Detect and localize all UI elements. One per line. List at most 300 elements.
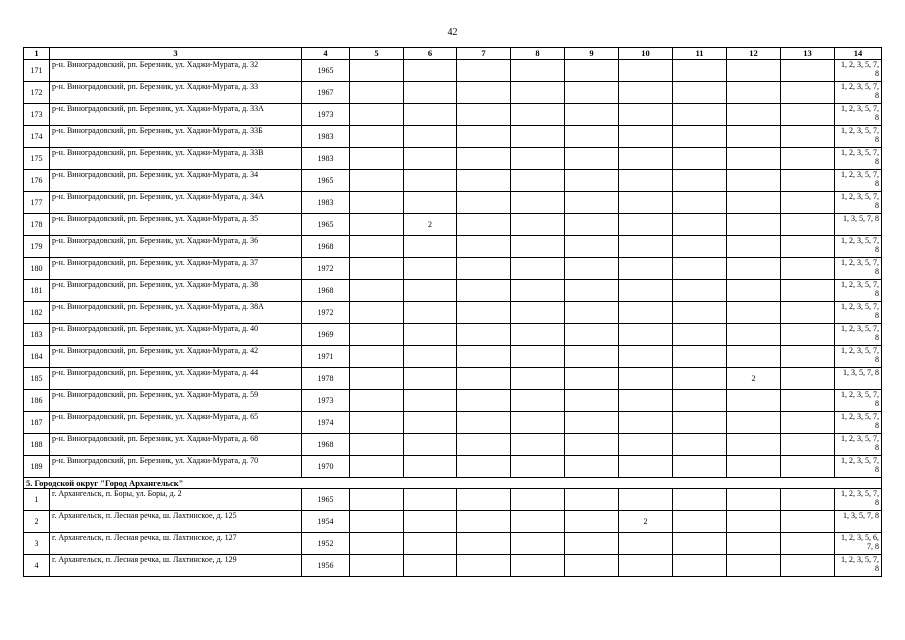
address-cell: р-н. Виноградовский, рп. Березник, ул. Хаджи-Мурата, д. 34А — [50, 192, 302, 214]
col14-cell: 1, 2, 3, 5, 7, 8 — [835, 555, 882, 577]
row-number: 2 — [24, 511, 50, 533]
col9-cell — [565, 126, 619, 148]
col12-cell — [727, 104, 781, 126]
col8-cell — [511, 60, 565, 82]
col9-cell — [565, 214, 619, 236]
col6-cell — [404, 126, 457, 148]
col9-cell — [565, 434, 619, 456]
col8-cell — [511, 148, 565, 170]
row-number: 177 — [24, 192, 50, 214]
year-cell: 1970 — [302, 456, 350, 478]
column-header: 1 — [24, 48, 50, 60]
col7-cell — [457, 280, 511, 302]
col6-cell — [404, 236, 457, 258]
table-row — [24, 489, 882, 511]
address-cell: р-н. Виноградовский, рп. Березник, ул. Хаджи-Мурата, д. 70 — [50, 456, 302, 478]
row-number: 1 — [24, 489, 50, 511]
row-number: 4 — [24, 555, 50, 577]
col13-cell — [781, 346, 835, 368]
col5-cell — [350, 104, 404, 126]
col7-cell — [457, 324, 511, 346]
col6-cell — [404, 390, 457, 412]
col13-cell — [781, 82, 835, 104]
table-row — [24, 346, 882, 368]
col12-cell — [727, 170, 781, 192]
column-header: 11 — [673, 48, 727, 60]
col13-cell — [781, 489, 835, 511]
year-cell: 1973 — [302, 104, 350, 126]
year-cell: 1965 — [302, 170, 350, 192]
col14-cell: 1, 2, 3, 5, 7, 8 — [835, 324, 882, 346]
table-row — [24, 192, 882, 214]
year-cell: 1967 — [302, 82, 350, 104]
col14-cell: 1, 2, 3, 5, 7, 8 — [835, 346, 882, 368]
col11-cell — [673, 82, 727, 104]
col7-cell — [457, 456, 511, 478]
col10-cell — [619, 170, 673, 192]
year-cell: 1965 — [302, 60, 350, 82]
col14-cell: 1, 2, 3, 5, 7, 8 — [835, 489, 882, 511]
col8-cell — [511, 302, 565, 324]
year-cell: 1973 — [302, 390, 350, 412]
col7-cell — [457, 390, 511, 412]
col10-cell — [619, 412, 673, 434]
col5-cell — [350, 511, 404, 533]
col10-cell — [619, 126, 673, 148]
column-header: 13 — [781, 48, 835, 60]
col12-cell — [727, 258, 781, 280]
row-number: 184 — [24, 346, 50, 368]
col10-cell — [619, 324, 673, 346]
col12-cell — [727, 489, 781, 511]
col6-cell — [404, 368, 457, 390]
col11-cell — [673, 170, 727, 192]
col8-cell — [511, 412, 565, 434]
table-row — [24, 214, 882, 236]
col13-cell — [781, 368, 835, 390]
col9-cell — [565, 236, 619, 258]
col14-cell: 1, 3, 5, 7, 8 — [835, 368, 882, 390]
col8-cell — [511, 456, 565, 478]
col9-cell — [565, 170, 619, 192]
year-cell: 1972 — [302, 258, 350, 280]
col5-cell — [350, 489, 404, 511]
col12-cell — [727, 456, 781, 478]
row-number: 182 — [24, 302, 50, 324]
col11-cell — [673, 280, 727, 302]
table-row — [24, 533, 882, 555]
row-number: 187 — [24, 412, 50, 434]
column-header: 12 — [727, 48, 781, 60]
col13-cell — [781, 60, 835, 82]
col13-cell — [781, 104, 835, 126]
col8-cell — [511, 258, 565, 280]
col8-cell — [511, 489, 565, 511]
table-row — [24, 368, 882, 390]
col8-cell — [511, 434, 565, 456]
col5-cell — [350, 434, 404, 456]
address-cell: р-н. Виноградовский, рп. Березник, ул. Хаджи-Мурата, д. 42 — [50, 346, 302, 368]
col10-cell: 2 — [619, 511, 673, 533]
table-row — [24, 555, 882, 577]
col11-cell — [673, 434, 727, 456]
col12-cell — [727, 533, 781, 555]
col14-cell: 1, 3, 5, 7, 8 — [835, 214, 882, 236]
row-number: 179 — [24, 236, 50, 258]
year-cell: 1968 — [302, 280, 350, 302]
col7-cell — [457, 302, 511, 324]
section-title: 5. Городской округ "Город Архангельск" — [24, 478, 882, 489]
col10-cell — [619, 104, 673, 126]
col6-cell — [404, 302, 457, 324]
col5-cell — [350, 412, 404, 434]
col12-cell — [727, 302, 781, 324]
address-cell: р-н. Виноградовский, рп. Березник, ул. Хаджи-Мурата, д. 33А — [50, 104, 302, 126]
col6-cell — [404, 489, 457, 511]
col6-cell — [404, 456, 457, 478]
column-header: 6 — [404, 48, 457, 60]
col9-cell — [565, 324, 619, 346]
col11-cell — [673, 302, 727, 324]
address-cell: г. Архангельск, п. Лесная речка, ш. Лахтинское, д. 125 — [50, 511, 302, 533]
column-header: 5 — [350, 48, 404, 60]
col12-cell — [727, 434, 781, 456]
row-number: 189 — [24, 456, 50, 478]
col7-cell — [457, 82, 511, 104]
col8-cell — [511, 280, 565, 302]
col11-cell — [673, 533, 727, 555]
column-header: 3 — [50, 48, 302, 60]
row-number: 3 — [24, 533, 50, 555]
col5-cell — [350, 280, 404, 302]
address-cell: р-н. Виноградовский, рп. Березник, ул. Хаджи-Мурата, д. 33Б — [50, 126, 302, 148]
col13-cell — [781, 214, 835, 236]
col6-cell — [404, 148, 457, 170]
col8-cell — [511, 126, 565, 148]
col10-cell — [619, 533, 673, 555]
year-cell: 1978 — [302, 368, 350, 390]
col5-cell — [350, 236, 404, 258]
row-number: 173 — [24, 104, 50, 126]
col10-cell — [619, 148, 673, 170]
row-number: 180 — [24, 258, 50, 280]
col13-cell — [781, 148, 835, 170]
col10-cell — [619, 456, 673, 478]
col5-cell — [350, 302, 404, 324]
row-number: 172 — [24, 82, 50, 104]
row-number: 181 — [24, 280, 50, 302]
col11-cell — [673, 346, 727, 368]
col7-cell — [457, 489, 511, 511]
col7-cell — [457, 555, 511, 577]
col8-cell — [511, 533, 565, 555]
col6-cell — [404, 170, 457, 192]
col10-cell — [619, 60, 673, 82]
col6-cell — [404, 82, 457, 104]
col12-cell — [727, 192, 781, 214]
col9-cell — [565, 82, 619, 104]
col6-cell — [404, 511, 457, 533]
address-cell: р-н. Виноградовский, рп. Березник, ул. Хаджи-Мурата, д. 35 — [50, 214, 302, 236]
col10-cell — [619, 192, 673, 214]
col9-cell — [565, 192, 619, 214]
col6-cell — [404, 280, 457, 302]
col7-cell — [457, 170, 511, 192]
col9-cell — [565, 258, 619, 280]
col9-cell — [565, 456, 619, 478]
col14-cell: 1, 2, 3, 5, 7, 8 — [835, 280, 882, 302]
table-row — [24, 511, 882, 533]
col10-cell — [619, 368, 673, 390]
col14-cell: 1, 2, 3, 5, 7, 8 — [835, 104, 882, 126]
address-cell: р-н. Виноградовский, рп. Березник, ул. Хаджи-Мурата, д. 32 — [50, 60, 302, 82]
col12-cell — [727, 236, 781, 258]
col13-cell — [781, 192, 835, 214]
col8-cell — [511, 192, 565, 214]
col12-cell — [727, 390, 781, 412]
col8-cell — [511, 236, 565, 258]
col7-cell — [457, 511, 511, 533]
col8-cell — [511, 511, 565, 533]
col13-cell — [781, 555, 835, 577]
col5-cell — [350, 214, 404, 236]
table-row — [24, 126, 882, 148]
col11-cell — [673, 148, 727, 170]
col12-cell — [727, 412, 781, 434]
col12-cell — [727, 346, 781, 368]
col14-cell: 1, 3, 5, 7, 8 — [835, 511, 882, 533]
col14-cell: 1, 2, 3, 5, 7, 8 — [835, 456, 882, 478]
col7-cell — [457, 346, 511, 368]
col6-cell — [404, 434, 457, 456]
year-cell: 1956 — [302, 555, 350, 577]
col9-cell — [565, 511, 619, 533]
col6-cell: 2 — [404, 214, 457, 236]
col9-cell — [565, 148, 619, 170]
address-cell: р-н. Виноградовский, рп. Березник, ул. Хаджи-Мурата, д. 36 — [50, 236, 302, 258]
col5-cell — [350, 258, 404, 280]
col11-cell — [673, 126, 727, 148]
row-number: 178 — [24, 214, 50, 236]
col14-cell: 1, 2, 3, 5, 7, 8 — [835, 148, 882, 170]
table-row — [24, 236, 882, 258]
col7-cell — [457, 148, 511, 170]
col10-cell — [619, 82, 673, 104]
col6-cell — [404, 324, 457, 346]
col10-cell — [619, 390, 673, 412]
column-header: 8 — [511, 48, 565, 60]
address-cell: р-н. Виноградовский, рп. Березник, ул. Хаджи-Мурата, д. 68 — [50, 434, 302, 456]
table-row — [24, 258, 882, 280]
col14-cell: 1, 2, 3, 5, 7, 8 — [835, 412, 882, 434]
col12-cell — [727, 60, 781, 82]
col13-cell — [781, 302, 835, 324]
col14-cell: 1, 2, 3, 5, 7, 8 — [835, 60, 882, 82]
col9-cell — [565, 533, 619, 555]
col14-cell: 1, 2, 3, 5, 7, 8 — [835, 390, 882, 412]
col8-cell — [511, 390, 565, 412]
address-cell: р-н. Виноградовский, рп. Березник, ул. Хаджи-Мурата, д. 37 — [50, 258, 302, 280]
year-cell: 1968 — [302, 236, 350, 258]
table-row — [24, 82, 882, 104]
col11-cell — [673, 511, 727, 533]
address-cell: р-н. Виноградовский, рп. Березник, ул. Хаджи-Мурата, д. 40 — [50, 324, 302, 346]
col6-cell — [404, 192, 457, 214]
col13-cell — [781, 511, 835, 533]
year-cell: 1983 — [302, 192, 350, 214]
address-cell: г. Архангельск, п. Боры, ул. Боры, д. 2 — [50, 489, 302, 511]
col10-cell — [619, 280, 673, 302]
col12-cell: 2 — [727, 368, 781, 390]
col9-cell — [565, 412, 619, 434]
col7-cell — [457, 236, 511, 258]
col7-cell — [457, 533, 511, 555]
col8-cell — [511, 104, 565, 126]
col14-cell: 1, 2, 3, 5, 7, 8 — [835, 258, 882, 280]
col11-cell — [673, 104, 727, 126]
row-number: 171 — [24, 60, 50, 82]
header-row — [24, 48, 882, 60]
table-row — [24, 412, 882, 434]
column-header: 10 — [619, 48, 673, 60]
col5-cell — [350, 82, 404, 104]
col10-cell — [619, 258, 673, 280]
col13-cell — [781, 324, 835, 346]
table-body-part2 — [24, 489, 882, 577]
col11-cell — [673, 456, 727, 478]
col5-cell — [350, 148, 404, 170]
col5-cell — [350, 456, 404, 478]
col12-cell — [727, 82, 781, 104]
col11-cell — [673, 192, 727, 214]
column-header: 7 — [457, 48, 511, 60]
col13-cell — [781, 390, 835, 412]
col13-cell — [781, 236, 835, 258]
col9-cell — [565, 368, 619, 390]
table-row — [24, 456, 882, 478]
col11-cell — [673, 60, 727, 82]
table-row — [24, 324, 882, 346]
col12-cell — [727, 555, 781, 577]
col11-cell — [673, 412, 727, 434]
column-header: 4 — [302, 48, 350, 60]
year-cell: 1983 — [302, 148, 350, 170]
col5-cell — [350, 533, 404, 555]
col10-cell — [619, 346, 673, 368]
col14-cell: 1, 2, 3, 5, 7, 8 — [835, 302, 882, 324]
year-cell: 1952 — [302, 533, 350, 555]
row-number: 183 — [24, 324, 50, 346]
col6-cell — [404, 412, 457, 434]
year-cell: 1965 — [302, 489, 350, 511]
section-row — [24, 478, 882, 489]
col6-cell — [404, 60, 457, 82]
address-cell: г. Архангельск, п. Лесная речка, ш. Лахтинское, д. 127 — [50, 533, 302, 555]
col13-cell — [781, 170, 835, 192]
address-cell: р-н. Виноградовский, рп. Березник, ул. Хаджи-Мурата, д. 38А — [50, 302, 302, 324]
address-cell: р-н. Виноградовский, рп. Березник, ул. Хаджи-Мурата, д. 33В — [50, 148, 302, 170]
column-header: 9 — [565, 48, 619, 60]
col11-cell — [673, 236, 727, 258]
address-cell: р-н. Виноградовский, рп. Березник, ул. Хаджи-Мурата, д. 33 — [50, 82, 302, 104]
col9-cell — [565, 104, 619, 126]
table-row — [24, 148, 882, 170]
year-cell: 1965 — [302, 214, 350, 236]
table-row — [24, 390, 882, 412]
col7-cell — [457, 60, 511, 82]
table-row — [24, 60, 882, 82]
col10-cell — [619, 236, 673, 258]
year-cell: 1968 — [302, 434, 350, 456]
row-number: 174 — [24, 126, 50, 148]
col9-cell — [565, 555, 619, 577]
table-row — [24, 302, 882, 324]
col14-cell: 1, 2, 3, 5, 7, 8 — [835, 126, 882, 148]
year-cell: 1972 — [302, 302, 350, 324]
col7-cell — [457, 104, 511, 126]
col8-cell — [511, 346, 565, 368]
col12-cell — [727, 511, 781, 533]
col7-cell — [457, 214, 511, 236]
table-row — [24, 280, 882, 302]
col12-cell — [727, 324, 781, 346]
col9-cell — [565, 390, 619, 412]
address-cell: р-н. Виноградовский, рп. Березник, ул. Хаджи-Мурата, д. 65 — [50, 412, 302, 434]
col9-cell — [565, 346, 619, 368]
col13-cell — [781, 533, 835, 555]
col5-cell — [350, 368, 404, 390]
address-cell: р-н. Виноградовский, рп. Березник, ул. Хаджи-Мурата, д. 44 — [50, 368, 302, 390]
col10-cell — [619, 302, 673, 324]
column-header: 14 — [835, 48, 882, 60]
year-cell: 1974 — [302, 412, 350, 434]
col9-cell — [565, 302, 619, 324]
col12-cell — [727, 126, 781, 148]
col6-cell — [404, 346, 457, 368]
col6-cell — [404, 258, 457, 280]
year-cell: 1969 — [302, 324, 350, 346]
col10-cell — [619, 555, 673, 577]
year-cell: 1983 — [302, 126, 350, 148]
col7-cell — [457, 434, 511, 456]
register-table — [23, 47, 882, 577]
col13-cell — [781, 258, 835, 280]
table-row — [24, 170, 882, 192]
row-number: 188 — [24, 434, 50, 456]
col9-cell — [565, 489, 619, 511]
col11-cell — [673, 324, 727, 346]
col5-cell — [350, 126, 404, 148]
col8-cell — [511, 214, 565, 236]
col8-cell — [511, 170, 565, 192]
col5-cell — [350, 346, 404, 368]
col10-cell — [619, 489, 673, 511]
col9-cell — [565, 60, 619, 82]
col13-cell — [781, 280, 835, 302]
col12-cell — [727, 148, 781, 170]
col12-cell — [727, 214, 781, 236]
col13-cell — [781, 456, 835, 478]
col8-cell — [511, 555, 565, 577]
table-row — [24, 104, 882, 126]
col5-cell — [350, 192, 404, 214]
col14-cell: 1, 2, 3, 5, 7, 8 — [835, 434, 882, 456]
col11-cell — [673, 555, 727, 577]
col7-cell — [457, 412, 511, 434]
col7-cell — [457, 368, 511, 390]
col9-cell — [565, 280, 619, 302]
col6-cell — [404, 104, 457, 126]
